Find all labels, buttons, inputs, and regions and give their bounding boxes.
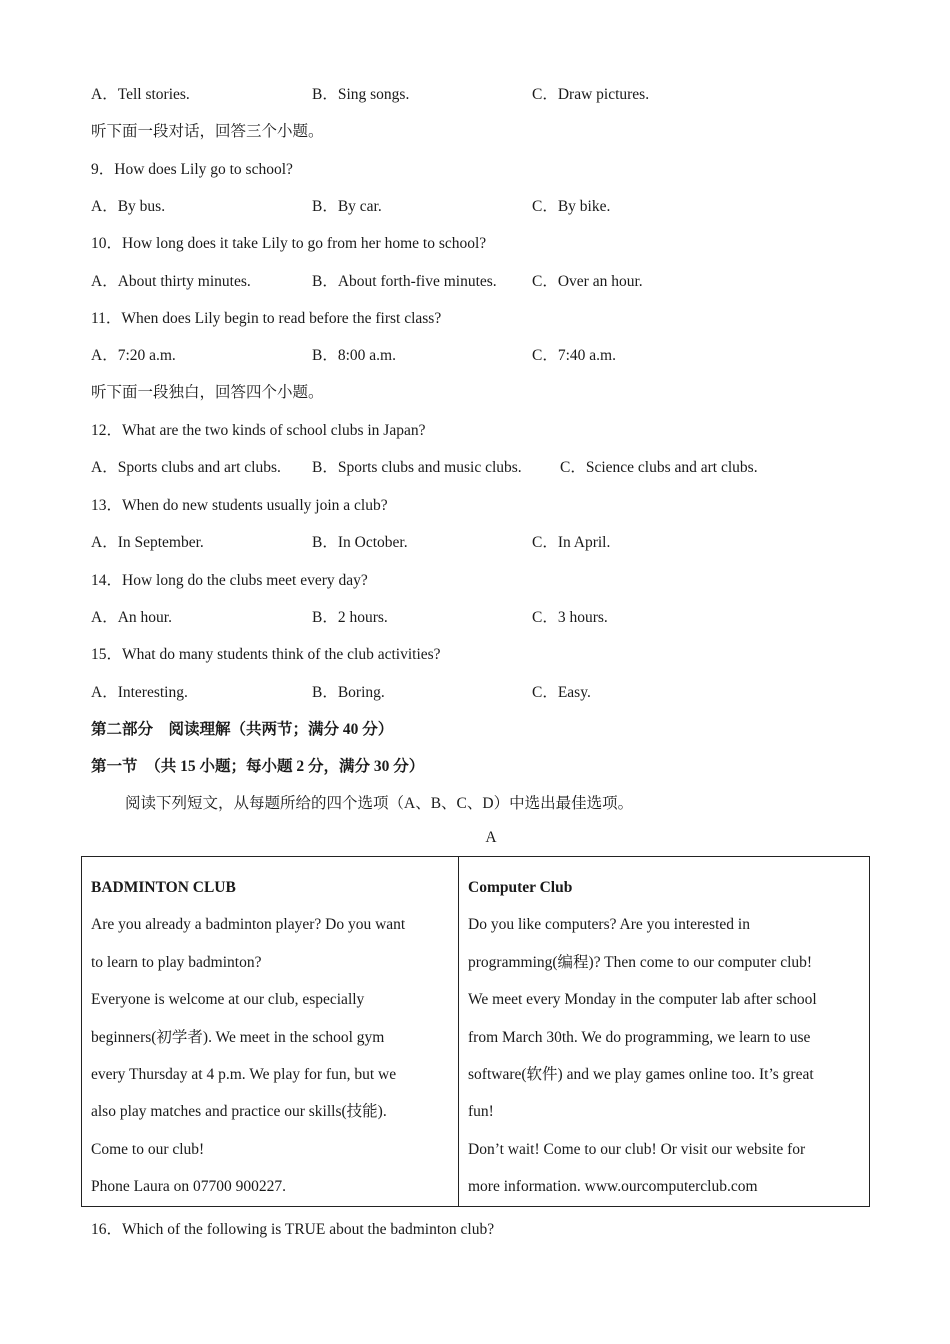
reading-instruction: 阅读下列短文，从每题所给的四个选项（A、B、C、D）中选出最佳选项。 bbox=[125, 795, 634, 812]
badminton-club-cell bbox=[82, 857, 459, 1207]
text-line: beginners(初学者). We meet in the school gym bbox=[91, 1028, 385, 1046]
question-10: 10．How long does it take Lily to go from her home to school? bbox=[91, 235, 487, 252]
text-line: to learn to play badminton? bbox=[91, 953, 262, 971]
text-line: Don’t wait! Come to our club! Or visit our website for bbox=[468, 1140, 806, 1158]
option-c: C．7:40 a.m. bbox=[532, 347, 616, 364]
text-line: Come to our club! bbox=[91, 1140, 205, 1158]
section-one-heading: 第一节 （共 15 小题；每小题 2 分，满分 30 分） bbox=[91, 758, 425, 775]
question-16: 16．Which of the following is TRUE about the badminton club? bbox=[91, 1221, 495, 1238]
website-line: more information. www.ourcomputerclub.com bbox=[468, 1178, 758, 1196]
option-a: A．7:20 a.m. bbox=[91, 347, 176, 364]
question-14: 14．How long do the clubs meet every day? bbox=[91, 572, 368, 589]
question-13: 13．When do new students usually join a club? bbox=[91, 497, 388, 514]
text-line: Everyone is welcome at our club, especially bbox=[91, 991, 365, 1009]
question-11: 11．When does Lily begin to read before the first class? bbox=[91, 310, 442, 327]
text-line: from March 30th. We do programming, we learn to use bbox=[468, 1028, 811, 1046]
clubs-table bbox=[81, 856, 870, 1207]
option-a: A．In September. bbox=[91, 534, 204, 551]
option-c: C．3 hours. bbox=[532, 609, 608, 626]
option-b: B．In October. bbox=[312, 534, 408, 551]
computer-club-title: Computer Club bbox=[468, 879, 573, 896]
dialog-instruction: 听下面一段对话，回答三个小题。 bbox=[91, 123, 324, 140]
text-line: We meet every Monday in the computer lab after school bbox=[468, 991, 817, 1009]
text-line: also play matches and practice our skills(技能). bbox=[91, 1103, 387, 1121]
option-a: A．Interesting. bbox=[91, 684, 188, 701]
option-a: A．Sports clubs and art clubs. bbox=[91, 459, 281, 476]
option-b: B．8:00 a.m. bbox=[312, 347, 396, 364]
text-line: Do you like computers? Are you interested in bbox=[468, 916, 750, 934]
phone-line: Phone Laura on 07700 900227. bbox=[91, 1178, 287, 1196]
text-line: fun! bbox=[468, 1103, 494, 1121]
option-c: C．Science clubs and art clubs. bbox=[560, 459, 758, 476]
question-12: 12．What are the two kinds of school clubs in Japan? bbox=[91, 422, 426, 439]
option-a: A．An hour. bbox=[91, 609, 172, 626]
option-b: B．Sing songs. bbox=[312, 86, 410, 103]
part-two-heading: 第二部分 阅读理解（共两节；满分 40 分） bbox=[91, 721, 394, 738]
computer-club-cell bbox=[459, 857, 870, 1207]
text-line: programming(编程)? Then come to our computer club! bbox=[468, 953, 813, 971]
option-a: A．By bus. bbox=[91, 198, 166, 215]
text-line: Are you already a badminton player? Do you want bbox=[91, 916, 406, 934]
option-a: A．Tell stories. bbox=[91, 86, 190, 103]
option-b: B．Sports clubs and music clubs. bbox=[312, 459, 522, 476]
option-b: B．Boring. bbox=[312, 684, 385, 701]
option-c: C．By bike. bbox=[532, 198, 611, 215]
question-15: 15．What do many students think of the club activities? bbox=[91, 646, 441, 663]
option-a: A．About thirty minutes. bbox=[91, 273, 251, 290]
monologue-instruction: 听下面一段独白，回答四个小题。 bbox=[91, 384, 324, 401]
text-line: software(软件) and we play games online too. It’s great bbox=[468, 1066, 814, 1084]
badminton-club-title: BADMINTON CLUB bbox=[91, 879, 236, 896]
option-c: C．Over an hour. bbox=[532, 273, 643, 290]
passage-label: A bbox=[485, 829, 497, 846]
option-b: B．About forth-five minutes. bbox=[312, 273, 497, 290]
question-9: 9．How does Lily go to school? bbox=[91, 161, 293, 178]
option-c: C．In April. bbox=[532, 534, 611, 551]
option-c: C．Draw pictures. bbox=[532, 86, 650, 103]
text-line: every Thursday at 4 p.m. We play for fun, but we bbox=[91, 1066, 397, 1084]
option-b: B．By car. bbox=[312, 198, 382, 215]
option-c: C．Easy. bbox=[532, 684, 591, 701]
option-b: B．2 hours. bbox=[312, 609, 388, 626]
